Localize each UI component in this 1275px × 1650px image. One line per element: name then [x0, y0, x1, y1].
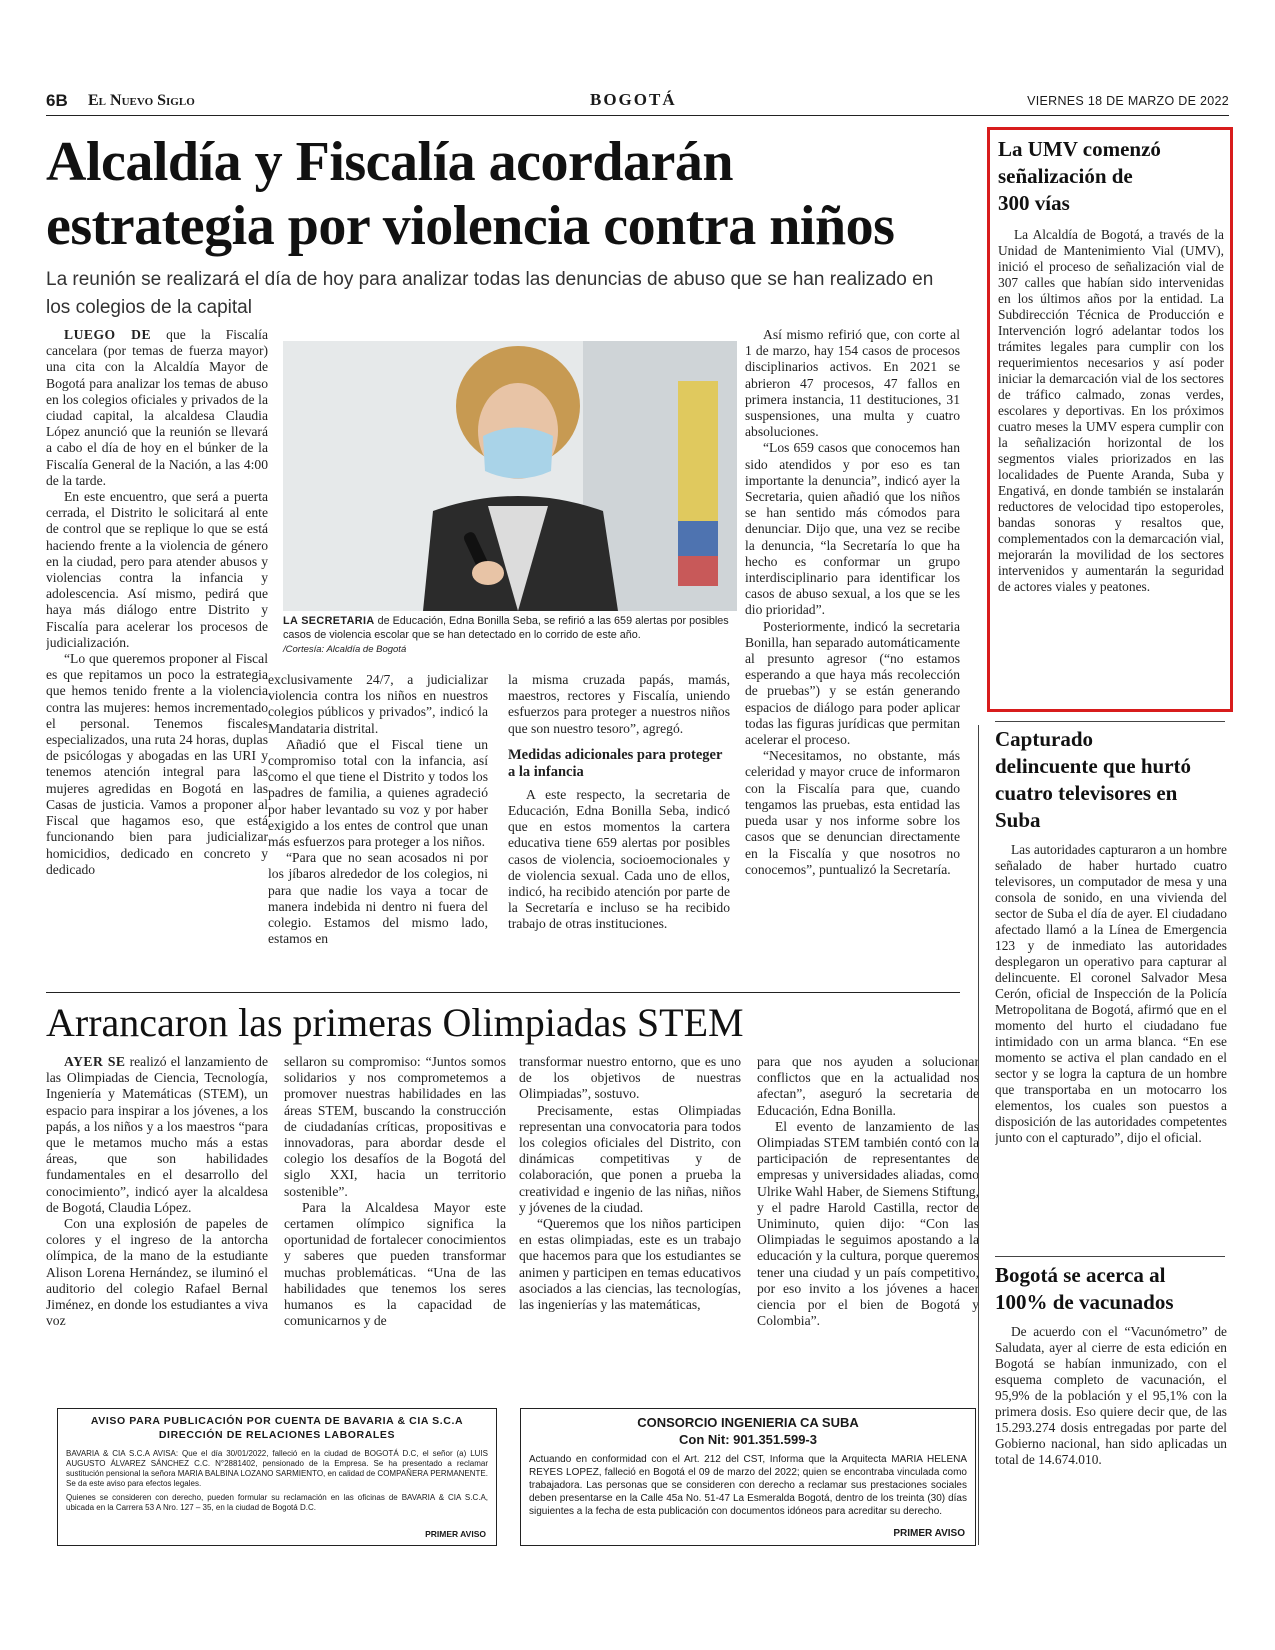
notice-text: Quienes se consideren con derecho, pueden formular su reclamación en las oficinas de BAVARIA & CIA S.C.A, ubicada en la Carrera 53 A Nro. 127 – 35, en la ciudad de Bogotá D.C.	[66, 1493, 488, 1512]
paragraph: que la Fiscalía cancelara (por temas de fuerza mayor) una cita con la Alcaldía Mayor de Bogotá para analizar los temas de abuso en los colegios oficiales y privados de la ciudad capital, la alcaldesa Claudia López anunció que la reunión se llevará a cabo el día de hoy en el búnker de la Fiscalía General de la Nación, a las 4:00 de la tarde.	[46, 327, 268, 488]
notice-text: Actuando en conformidad con el Art. 212 del CST, Informa que la Arquitecta MARIA HELENA REYES LOPEZ, falleció en Bogotá el 09 de marzo del 2022; quien se encontraba vinculada como trabajadora. Las personas que se consideren con derecho a reclamar sus prestaciones sociales deben presentarse en la Calle 45a No. 51-47 La Esmeralda Bogotá, dentro de los treinta (30) días siguientes a la fecha de esta publicación con documentos idóneos para acreditar su derecho.	[529, 1454, 967, 1517]
notice-title: CONSORCIO INGENIERIA CA SUBA	[637, 1415, 859, 1430]
bavaria-notice	[57, 1408, 497, 1546]
stem-column-4	[757, 1054, 979, 1394]
paragraph: En este encuentro, que será a puerta cerrada, el Distrito le solicitará al ente de control que se replique lo que se está haciendo frente a la violencia de género en la ciudad, pero para atender abusos y violencias contra la infancia y adolescencia. Así mismo, pedirá que haya más diálogo entre Distrito y Fiscalía para acelerar los procesos de judicialización.	[46, 489, 268, 650]
header-rule	[46, 115, 1229, 116]
vacunados-brief	[995, 1262, 1227, 1532]
paragraph: transformar nuestro entorno, que es uno de los objetivos de nuestras Olimpiadas”, sostuvo.	[519, 1054, 741, 1102]
brief-title: Capturado delincuente que hurtó cuatro televisores en Suba	[995, 727, 1192, 832]
paragraph: Añadió que el Fiscal tiene un compromiso total con la infancia, así como el que tiene el Distrito y todos los padres de familia, a quienes agradeció por haber levantado su voz y por haber exigido a los entes de control que unan más esfuerzos para proteger a los niños.	[268, 736, 488, 850]
paragraph: Posteriormente, indicó la secretaria Bonilla, han separado automáticamente al presunto agresor (“no estamos esperando a que haya más recolección de pruebas”) y se están generando espacios de diálogo para poder aplicar todas las figuras jurídicas que permitan acelerar el proceso.	[745, 618, 960, 748]
notice-footer: PRIMER AVISO	[425, 1529, 486, 1539]
headline-line-1: Alcaldía y Fiscalía acordarán	[46, 131, 734, 193]
paragraph: exclusivamente 24/7, a judicializar violencia contra los niños en nuestros colegios públicos y privados”, indicó la Mandataria distrital.	[268, 672, 488, 736]
photo-illustration	[283, 341, 737, 611]
paragraph: Las autoridades capturaron a un hombre señalado de haber hurtado cuatro televisores, un computador de mesa y una consola de sonido, en una vivienda del sector de Suba el día de ayer. El ciudadano afectado llamó a la Línea de Emergencia 123 y de inmediato las autoridades desplegaron un operativo para capturar al delincuente. El coronel Salvador Mesa Cerón, oficial de Inspección de la Policía Metropolitana de Bogotá, afirmó que en el momento del hurto el ciudadano fue intimidado con un arma blanca. “En ese momento se activa el plan candado en el sector y se logra la captura de un hombre que transportaba en un motocarro los elementos, los cuales son puestos a disposición de las autoridades competentes junto con el capturado”, dijo el oficial.	[995, 842, 1227, 1145]
brief-text	[998, 227, 1224, 595]
stem-rule	[46, 992, 960, 993]
paragraph: Precisamente, estas Olimpiadas representan una convocatoria para todos los colegios oficiales del Distrito, con dinámicas competitivas y de colaboración, que ponen a prueba la creatividad e ingenio de las niñas, niños y jóvenes de la ciudad.	[519, 1102, 741, 1215]
section-subtitle: Medidas adicionales para proteger a la infancia	[508, 746, 723, 780]
notice-nit: Con Nit: 901.351.599-3	[678, 1432, 817, 1447]
paragraph: Para la Alcaldesa Mayor este certamen olímpico significa la oportunidad de fortalecer conocimientos y saberes que pueden transformar muchas problemáticas. “Una de las habilidades que tenemos los seres humanos es la capacidad de comunicarnos y de	[284, 1199, 506, 1329]
paragraph: Así mismo refirió que, con corte al 1 de marzo, hay 154 casos de procesos disciplinarios activos. En 2021 se abrieron 47 procesos, 47 fallos en primera instancia, 11 destituciones, 31 suspensiones, una multa y cuatro absoluciones.	[745, 327, 960, 440]
section-name: BOGOTÁ	[590, 90, 677, 109]
headline-line-2: estrategia por violencia contra niños	[46, 195, 895, 257]
secretaria-photo	[283, 341, 737, 611]
notice-title: AVISO PARA PUBLICACIÓN POR CUENTA DE BAVARIA & CIA S.C.A	[90, 1415, 464, 1427]
main-column-2	[268, 672, 488, 988]
paragraph: la misma cruzada papás, mamás, maestros, rectores y Fiscalía, uniendo esfuerzos para proteger a nuestros niños que son nuestro tesoro”, agregó.	[508, 672, 730, 736]
main-subhead: La reunión se realizará el día de hoy para analizar todas las denuncias de abuso que se han realizado en los colegios de la capital	[46, 269, 934, 318]
notice-text: BAVARIA & CIA S.C.A AVISA: Que el día 30/01/2022, falleció en la ciudad de BOGOTÁ D.C, el señor (a) LUIS AUGUSTO ÁLVAREZ SÁNCHEZ C.C. N°2881402, pensionado de la Empresa. Se ha presentado a reclamar sustitución pensional la señora MARIA BALBINA LOZANO SARMIENTO, en calidad de COMPAÑERA PERMANENTE. Se da este aviso para efectos legales.	[66, 1449, 488, 1488]
main-column-3	[508, 672, 730, 988]
paragraph: “Necesitamos, no obstante, más celeridad y mayor cruce de informaron con la Fiscalía para que, cuando tengamos las pruebas, esta entidad las pueda usar y nos informe sobre los casos que se denuncian directamente en la Fiscalía y que nosotros no conocemos”, puntualizó la Secretaría.	[745, 748, 960, 877]
brief-title: Bogotá se acerca al 100% de vacunados	[995, 1263, 1174, 1314]
notice-footer: PRIMER AVISO	[893, 1528, 965, 1539]
paragraph: De acuerdo con el “Vacunómetro” de Saludata, ayer al cierre de esta edición en Bogotá se habían inmunizado, con el esquema completo de vacunación, el 95,9% de la población y el 95,1% con la primera dosis. Eso quiere decir que, de las 15.293.274 dosis entregadas por parte del Gobierno nacional, han sido aplicadas un total de 14.674.010.	[995, 1324, 1227, 1467]
main-column-4	[745, 327, 960, 987]
paragraph: Con una explosión de papeles de colores y el ingreso de la antorcha olímpica, de la mano de la estudiante Alison Lorena Hernández, se iluminó el auditorio del colegio Rafael Bernal Jiménez, en donde los estudiantes a viva voz	[46, 1216, 268, 1329]
brief-text	[995, 842, 1227, 1146]
brief-title: La UMV comenzó señalización de 300 vías	[998, 137, 1161, 215]
paragraph: El evento de lanzamiento de las Olimpiadas STEM también contó con la participación de representantes de empresas y universidades aliadas, como Ulrike Wahl Haber, de Siemens Stiftung, y el padre Harold Castilla, rector de Uniminuto, quien dijo: “Con las Olimpiadas le seguimos apostando a la educación y la cultura, porque queremos tener una ciudad y un país competitivo, por eso invito a los jóvenes a hacer ciencia por el bien de Bogotá y Colombia”.	[757, 1118, 979, 1329]
brief-text	[995, 1324, 1227, 1468]
capturado-brief	[995, 726, 1227, 1246]
column-divider	[978, 725, 979, 1545]
notice-subtitle: DIRECCIÓN DE RELACIONES LABORALES	[158, 1429, 396, 1441]
lead-words: AYER SE	[64, 1054, 126, 1069]
page-number: 6B	[46, 91, 68, 110]
paragraph: “Lo que queremos proponer al Fiscal es que repitamos un poco la estrategia que hemos tenido frente a la violencia contra las mujeres: hemos incrementado el personal. Tenemos fiscales especializados, una ruta 24 horas, duplas de psicólogas y abogadas en las URI y tenemos atención integral para las mujeres agredidas en Bogotá en las Casas de justicia. Vamos a proponer al Fiscal que hagamos eso, que está funcionando bien para judicializar homicidios, dedicado en concreto y dedicado	[46, 651, 268, 877]
stem-column-3	[519, 1054, 741, 1394]
stem-column-1	[46, 1054, 268, 1394]
paragraph: “Para que no sean acosados ni por los jíbaros alrededor de los colegios, ni para que nadie los vaya a tocar de manera indebida ni dentro ni fuera del colegio. Estamos del mismo lado, estamos en	[268, 850, 488, 947]
photo-credit: /Cortesía: Alcaldía de Bogotá	[283, 644, 407, 655]
umv-brief	[998, 136, 1224, 701]
sidebar-rule	[995, 1256, 1225, 1257]
paragraph: realizó el lanzamiento de las Olimpiadas de Ciencia, Tecnología, Ingeniería y Matemáticas (STEM), un espacio para inspirar a los jóvenes, a los papás, a los niños y a los maestros “para que le metamos mucho más a estas áreas, que son habilidades fundamentales en el desarrollo del conocimiento”, indicó ayer la alcaldesa de Bogotá, Claudia López.	[46, 1054, 268, 1215]
paragraph: para que nos ayuden a solucionar conflictos que en la actualidad nos afectan”, aseguró la secretaria de Educación, Edna Bonilla.	[757, 1054, 979, 1118]
photo-caption	[283, 614, 737, 657]
sidebar-rule	[995, 721, 1225, 722]
caption-lead: LA SECRETARIA	[283, 615, 375, 627]
main-headline	[46, 130, 946, 258]
paragraph: “Queremos que los niños participen en estas olimpiadas, este es un trabajo que hacemos para que los estudiantes se animen y participen en temas educativos asociados a las ciencias, las tecnologías, las ingenierías y las matemáticas,	[519, 1216, 741, 1313]
stem-column-2	[284, 1054, 506, 1394]
consorcio-notice	[520, 1408, 976, 1546]
paragraph: “Los 659 casos que conocemos han sido atendidos y por eso es tan importante la denuncia”, indicó ayer la Secretaria, quien añadió que los niños se han sentido más cómodos para denunciar. Dijo que, una vez se recibe la denuncia, “la Secretaría lo que ha hecho es conformar un grupo interdisciplinario para identificar los casos de abuso sexual, a los que se les dio prioridad”.	[745, 440, 960, 618]
main-column-1	[46, 327, 268, 987]
caption-text: de Educación, Edna Bonilla Seba, se refirió a las 659 alertas por posibles casos de violencia escolar que se han detectado en lo corrido de este año.	[283, 615, 729, 641]
newspaper-name: El Nuevo Siglo	[88, 92, 195, 109]
paragraph: sellaron su compromiso: “Juntos somos solidarios y nos comprometemos a promover nuestras habilidades en las áreas STEM, buscando la construcción de ciudadanías críticas, propositivas e innovadoras, para abordar desde el colegio los desafíos de la Bogotá del siglo XXI, hacia un territorio sostenible”.	[284, 1054, 506, 1199]
paragraph: A este respecto, la secretaria de Educación, Edna Bonilla Seba, indicó que en estos momentos la cartera educativa tiene 659 alertas por posibles casos de violencia, socioemocionales y de violencia sexual. Cada uno de ellos, indicó, ha recibido atención por parte de la Secretaría e incluso se ha recibido trabajo de otras instituciones.	[508, 786, 730, 932]
stem-headline: Arrancaron las primeras Olimpiadas STEM	[46, 1000, 744, 1045]
issue-date: VIERNES 18 DE MARZO DE 2022	[1027, 94, 1229, 108]
paragraph: La Alcaldía de Bogotá, a través de la Unidad de Mantenimiento Vial (UMV), inició el proceso de señalización vial de 307 calles que habían sido intervenidas en los últimos años por la entidad. La Subdirección Técnica de Producción e Intervención logró adelantar todos los trámites legales para cumplir con los requerimientos necesarios y así poder iniciar la demarcación vial de los sectores de tráfico calmado, zonas verdes, escolares y deportivas. En los próximos cuatro meses la UMV espera cumplir con la señalización horizontal de los segmentos viales priorizados en las localidades de Puente Aranda, Suba y Engativá, en donde también se instalarán reductores de velocidad tipo estoperoles, bandas sonoras y resaltos que, complementados con la demarcación vial, mejorarán la movilidad de los sectores intervenidos y aumentarán la seguridad de actores viales y peatones.	[998, 227, 1224, 594]
lead-words: LUEGO DE	[64, 327, 152, 342]
